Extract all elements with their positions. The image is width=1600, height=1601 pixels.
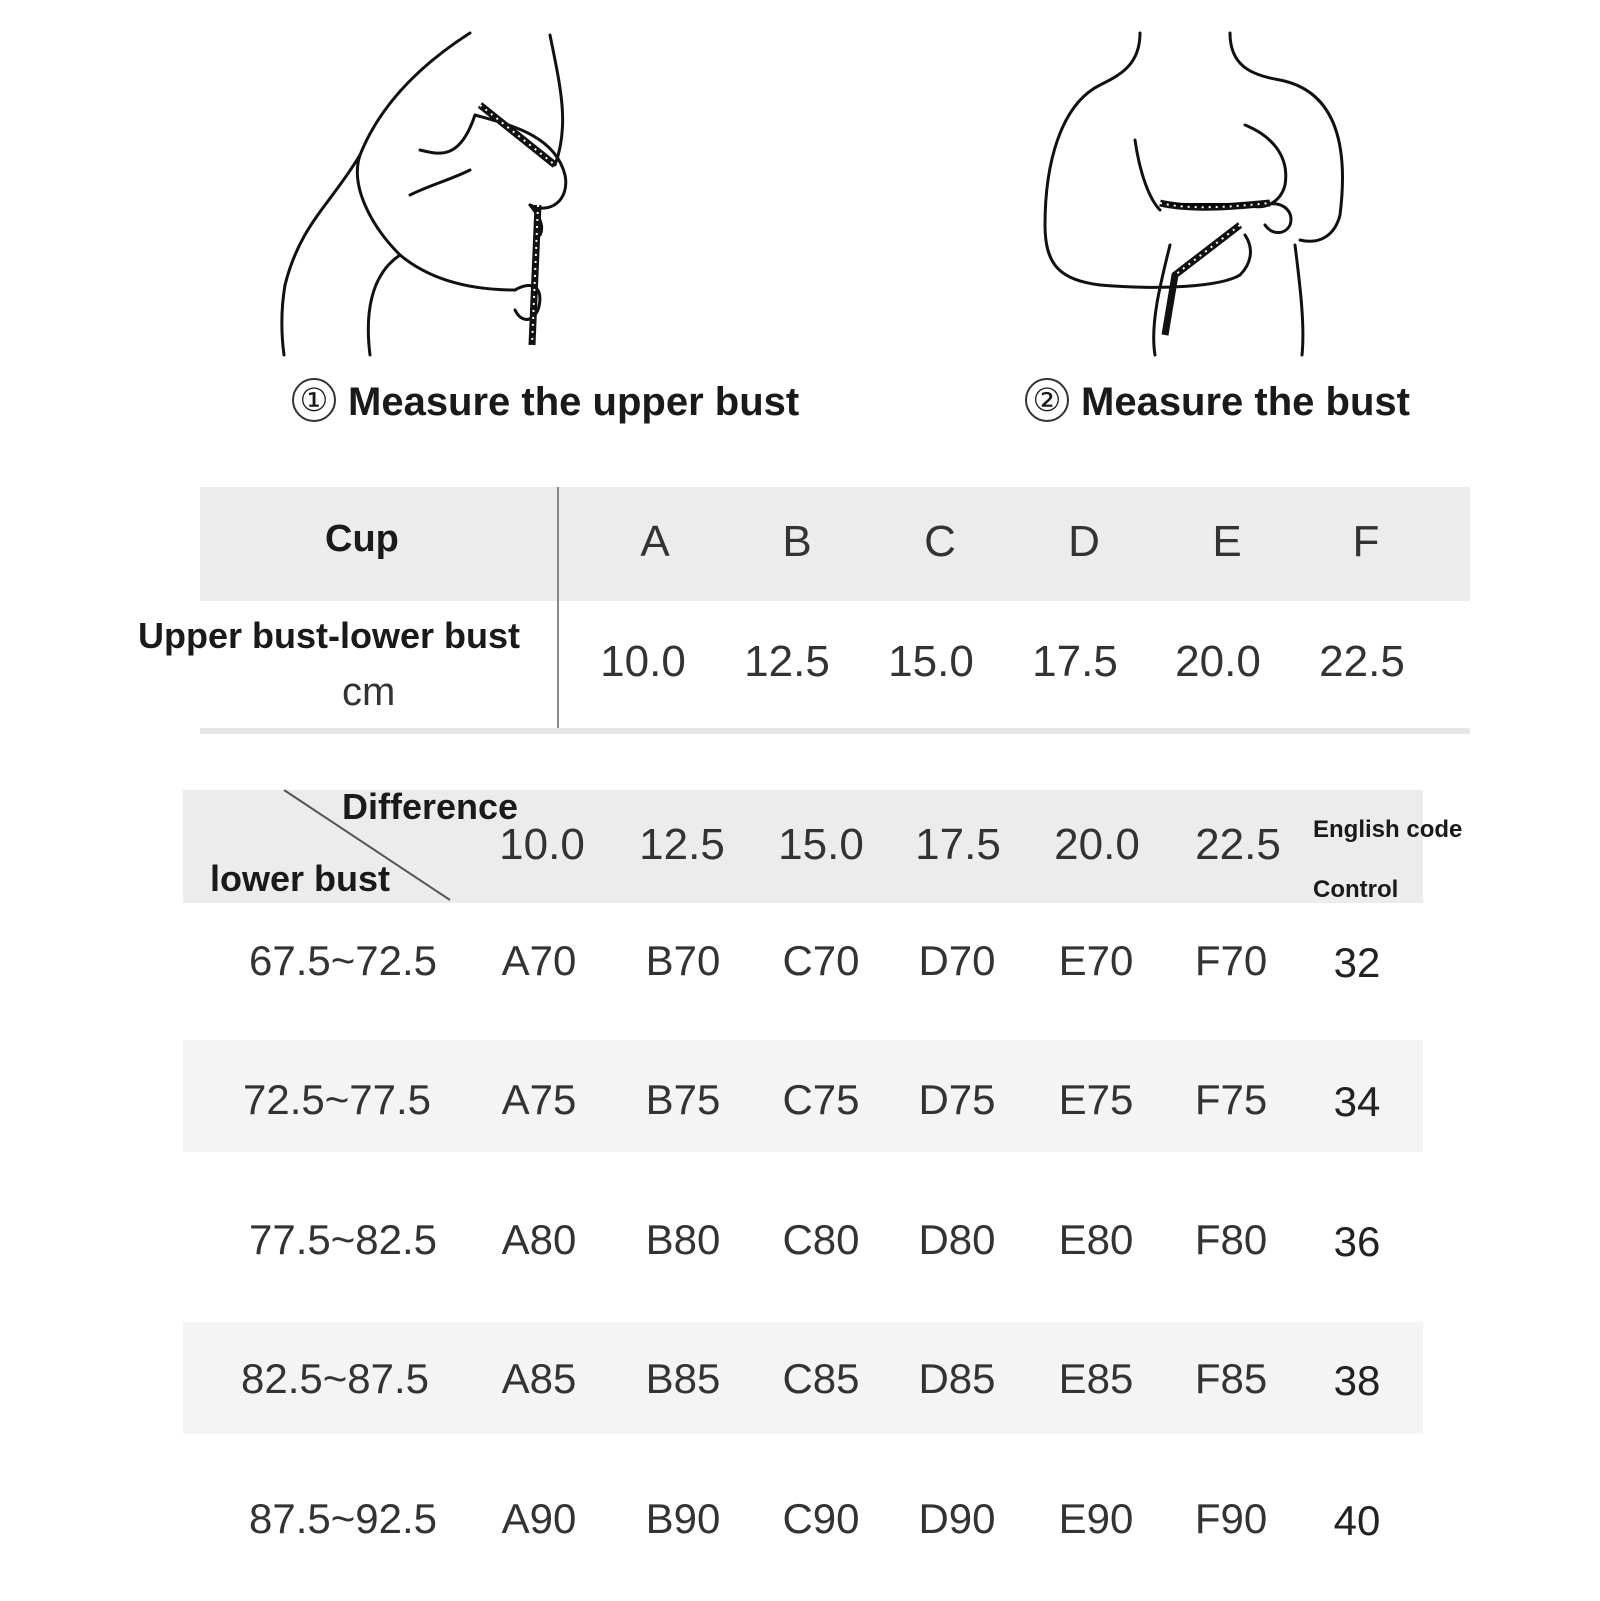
- cup-A: A: [640, 517, 670, 566]
- cup-table-bottom-rule: [200, 728, 1470, 734]
- bust-illustration: [1040, 25, 1370, 360]
- row-2-code: 34: [1333, 1078, 1381, 1125]
- size-diff-2: 12.5: [639, 820, 725, 869]
- corner-lower-bust-label: lower bust: [210, 858, 391, 899]
- step-1-label: Measure the upper bust: [348, 380, 800, 424]
- row-4-size-D: D85: [918, 1355, 996, 1402]
- row-5-size-B: B90: [645, 1495, 721, 1542]
- row-5-size-F: F90: [1194, 1495, 1268, 1542]
- row-3-size-F: F80: [1194, 1216, 1268, 1263]
- upper-bust-illustration: [270, 25, 600, 360]
- step-1-caption: [292, 380, 799, 426]
- row-5-size-A: A90: [501, 1495, 577, 1542]
- difference-label: Upper bust-lower bust: [138, 615, 521, 656]
- row-3-code: 36: [1333, 1218, 1381, 1265]
- corner-difference-label: Difference: [342, 786, 519, 827]
- cup-D: D: [1068, 517, 1100, 566]
- cup-B: B: [782, 517, 812, 566]
- cup-diff-A: 10.0: [600, 637, 686, 686]
- row-1-size-F: F70: [1194, 937, 1268, 984]
- row-4-size-C: C85: [782, 1355, 860, 1402]
- row-1-size-A: A70: [501, 937, 577, 984]
- row-1-code: 32: [1333, 939, 1381, 986]
- row-3-size-A: A80: [501, 1216, 577, 1263]
- row-4-size-A: A85: [501, 1355, 577, 1402]
- row-2-range: 72.5~77.5: [242, 1076, 431, 1123]
- row-2-size-C: C75: [782, 1076, 860, 1123]
- row-3-range: 77.5~82.5: [248, 1216, 437, 1263]
- row-1-range: 67.5~72.5: [248, 937, 437, 984]
- row-1-size-C: C70: [782, 937, 860, 984]
- size-diff-5: 20.0: [1054, 820, 1140, 869]
- row-4-range: 82.5~87.5: [240, 1355, 429, 1402]
- size-diff-4: 17.5: [915, 820, 1001, 869]
- row-4-size-F: F85: [1194, 1355, 1268, 1402]
- cup-E: E: [1212, 517, 1242, 566]
- row-1-size-D: D70: [918, 937, 996, 984]
- cup-diff-E: 20.0: [1175, 637, 1261, 686]
- row-4-code: 38: [1333, 1357, 1381, 1404]
- row-5-size-C: C90: [782, 1495, 860, 1542]
- size-diff-3: 15.0: [778, 820, 864, 869]
- row-5-size-E: E90: [1058, 1495, 1134, 1542]
- row-2-size-A: A75: [501, 1076, 577, 1123]
- row-2-size-E: E75: [1058, 1076, 1134, 1123]
- english-code-header: English code: [1313, 816, 1463, 843]
- row-5-code: 40: [1333, 1497, 1381, 1544]
- step-1-number: ①: [292, 378, 336, 422]
- cup-diff-B: 12.5: [744, 637, 830, 686]
- row-2-size-F: F75: [1194, 1076, 1268, 1123]
- step-2-label: Measure the bust: [1081, 380, 1410, 424]
- size-diff-1: 10.0: [499, 820, 585, 869]
- row-2-size-B: B75: [645, 1076, 721, 1123]
- step-2-number: ②: [1025, 378, 1069, 422]
- row-3-size-C: C80: [782, 1216, 860, 1263]
- cup-table-divider: [557, 487, 559, 730]
- row-4-size-E: E85: [1058, 1355, 1134, 1402]
- row-1-size-E: E70: [1058, 937, 1134, 984]
- row-5-size-D: D90: [918, 1495, 996, 1542]
- row-5-range: 87.5~92.5: [248, 1495, 437, 1542]
- cup-diff-D: 17.5: [1032, 637, 1118, 686]
- cup-diff-F: 22.5: [1319, 637, 1405, 686]
- row-3-size-E: E80: [1058, 1216, 1134, 1263]
- cup-header-label: Cup: [325, 518, 399, 560]
- row-4-size-B: B85: [645, 1355, 721, 1402]
- control-header: Control: [1313, 876, 1399, 903]
- step-2-caption: [1025, 380, 1410, 426]
- cup-diff-C: 15.0: [888, 637, 974, 686]
- row-3-size-B: B80: [645, 1216, 721, 1263]
- cup-F: F: [1352, 517, 1380, 566]
- size-diff-6: 22.5: [1195, 820, 1281, 869]
- cup-C: C: [924, 517, 956, 566]
- row-3-size-D: D80: [918, 1216, 996, 1263]
- difference-unit: cm: [342, 670, 396, 714]
- row-2-size-D: D75: [918, 1076, 996, 1123]
- row-1-size-B: B70: [645, 937, 721, 984]
